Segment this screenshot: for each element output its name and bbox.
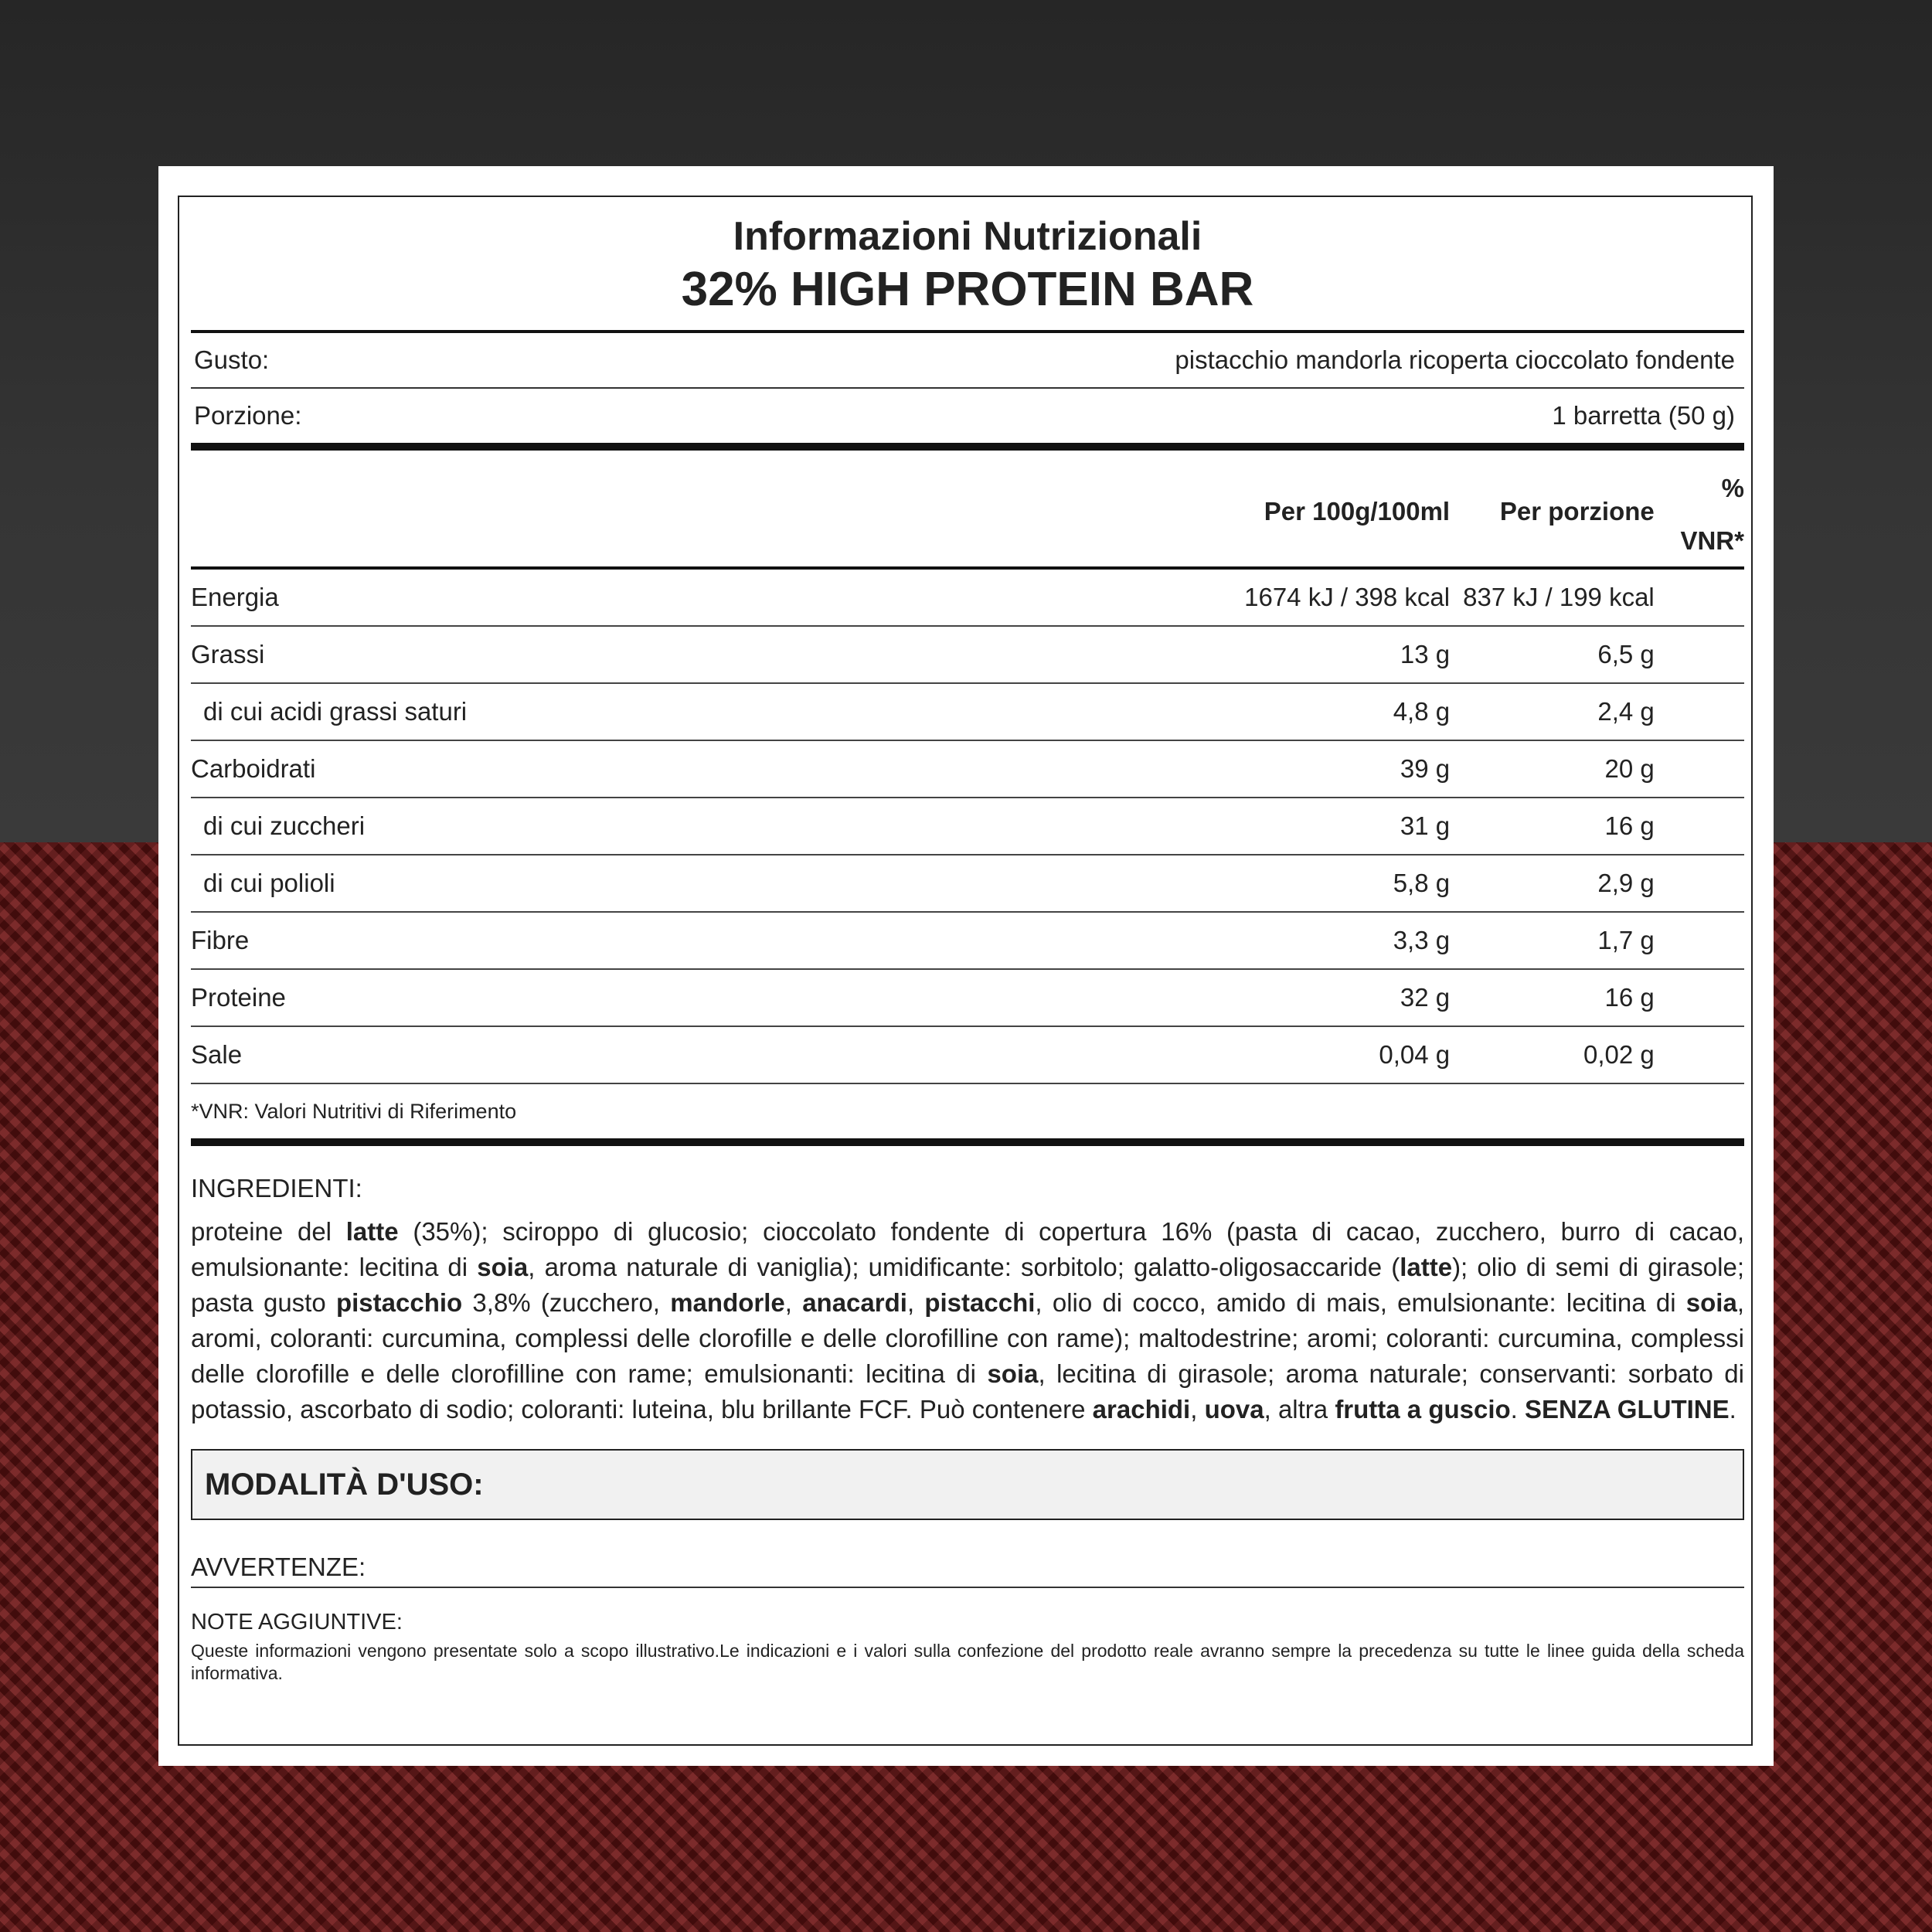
notes-label: NOTE AGGIUNTIVE: (191, 1610, 403, 1634)
table-row (191, 970, 1744, 1027)
nutrient-label: di cui polioli (203, 869, 335, 897)
ingredients-label: INGREDIENTI: (191, 1174, 362, 1202)
ingredient-text: , (1190, 1395, 1205, 1423)
ingredient-allergen: latte (345, 1217, 399, 1246)
ingredient-text: , altra (1264, 1395, 1335, 1423)
ingredient-allergen: pistacchi (924, 1288, 1036, 1317)
nutrient-label: Fibre (191, 926, 250, 954)
ingredient-text: , (906, 1288, 925, 1317)
ingredient-text: proteine del (191, 1217, 346, 1246)
value-per-100: 39 g (1400, 754, 1451, 783)
header-per-portion: Per porzione (1499, 497, 1655, 526)
value-per-portion: 2,9 g (1597, 869, 1655, 897)
ingredient-allergen: anacardi (802, 1288, 907, 1317)
serving-label: Porzione: (194, 401, 302, 430)
table-row (191, 798, 1744, 855)
table-row (191, 566, 1744, 627)
flavor-label: Gusto: (194, 345, 270, 374)
ingredient-text: ); olio di semi di girasole; pasta gusto (191, 1253, 1744, 1317)
ingredient-allergen: latte (1400, 1253, 1453, 1281)
nutrient-label: Sale (191, 1040, 243, 1069)
serving-row (191, 389, 1744, 443)
value-per-portion: 6,5 g (1597, 640, 1655, 668)
value-per-100: 13 g (1400, 640, 1451, 668)
ingredient-allergen: soia (477, 1253, 529, 1281)
header-per-100: Per 100g/100ml (1264, 497, 1451, 526)
nutrition-sheet (158, 166, 1774, 1766)
value-per-portion: 20 g (1604, 754, 1655, 783)
ingredient-text: , aromi, coloranti: curcumina, complessi delle clorofille e delle clorofilline con rame); maltodestrine; aromi; coloranti: curcumina, complessi delle clorofille e delle clorofilline con rame; emulsionanti: lecitina di (191, 1288, 1745, 1388)
ingredient-text: , olio di cocco, amido di mais, emulsionante: lecitina di (1035, 1288, 1686, 1317)
nutrient-label: Proteine (191, 983, 286, 1012)
ingredient-text: , lecitina di girasole; aroma naturale; conservanti: sorbato di potassio, ascorbato di sodio; coloranti: luteina, blu brillante FCF. Può contenere (191, 1359, 1744, 1423)
nutrient-label: Energia (191, 583, 279, 611)
header-vnr-percent: % (1721, 474, 1744, 502)
header-vnr: VNR* (1680, 526, 1744, 555)
nutrition-frame (178, 196, 1753, 1746)
value-per-100: 0,04 g (1379, 1040, 1451, 1069)
nutrient-label: Grassi (191, 640, 265, 668)
table-row (191, 913, 1744, 970)
divider-heavy (191, 1138, 1744, 1146)
table-row (191, 1027, 1744, 1084)
value-per-portion: 0,02 g (1583, 1040, 1655, 1069)
warnings-label: AVVERTENZE: (191, 1548, 1744, 1588)
value-per-100: 32 g (1400, 983, 1451, 1012)
nutrition-rows (191, 566, 1744, 1084)
value-per-portion: 16 g (1604, 811, 1655, 840)
ingredient-allergen: soia (1685, 1288, 1737, 1317)
serving-value: 1 barretta (50 g) (1552, 401, 1735, 430)
nutrition-content (191, 197, 1744, 1685)
ingredient-allergen: mandorle (670, 1288, 785, 1317)
value-per-100: 5,8 g (1393, 869, 1451, 897)
sheet-title: Informazioni Nutrizionali (733, 214, 1202, 259)
table-row (191, 684, 1744, 741)
value-per-100: 1674 kJ / 398 kcal (1244, 583, 1451, 611)
flavor-value: pistacchio mandorla ricoperta cioccolato fondente (1175, 345, 1735, 374)
value-per-100: 3,3 g (1393, 926, 1451, 954)
vnr-footnote: *VNR: Valori Nutritivi di Riferimento (191, 1100, 517, 1123)
ingredient-text: . (1510, 1395, 1526, 1423)
ingredient-allergen: arachidi (1092, 1395, 1191, 1423)
value-per-portion: 1,7 g (1597, 926, 1655, 954)
ingredient-allergen: frutta a guscio (1335, 1395, 1511, 1423)
ingredients-text (191, 1214, 1744, 1427)
table-row (191, 627, 1744, 684)
nutrient-label: di cui acidi grassi saturi (203, 697, 468, 726)
value-per-portion: 16 g (1604, 983, 1655, 1012)
ingredient-text: , (784, 1288, 803, 1317)
usage-box (191, 1449, 1744, 1520)
ingredient-allergen: uova (1204, 1395, 1264, 1423)
value-per-portion: 2,4 g (1597, 697, 1655, 726)
nutrient-label: Carboidrati (191, 754, 316, 783)
ingredient-text: (35%); sciroppo di glucosio; cioccolato fondente di copertura 16% (pasta di cacao, zucchero, burro di cacao, emulsionante: lecitina di (191, 1217, 1745, 1281)
table-row (191, 855, 1744, 913)
ingredient-allergen: soia (987, 1359, 1039, 1388)
table-header (191, 451, 1744, 566)
value-per-100: 4,8 g (1393, 697, 1451, 726)
divider-heavy (191, 443, 1744, 451)
ingredient-allergen: pistacchio (335, 1288, 463, 1317)
table-row (191, 741, 1744, 798)
ingredient-text: , aroma naturale di vaniglia); umidificante: sorbitolo; galatto-oligosaccaride ( (528, 1253, 1400, 1281)
notes-text: Queste informazioni vengono presentate solo a scopo illustrativo.Le indicazioni e i valori sulla confezione del prodotto reale avranno sempre la precedenza su tutte le linee guida della scheda informativa. (191, 1641, 1744, 1683)
product-name: 32% HIGH PROTEIN BAR (681, 263, 1254, 316)
ingredient-text: 3,8% (zucchero, (462, 1288, 671, 1317)
nutrient-label: di cui zuccheri (203, 811, 366, 840)
value-per-portion: 837 kJ / 199 kcal (1463, 583, 1655, 611)
flavor-row (191, 333, 1744, 387)
ingredient-allergen: SENZA GLUTINE (1525, 1395, 1730, 1423)
usage-label: MODALITÀ D'USO: (205, 1468, 484, 1502)
ingredient-text: . (1729, 1395, 1736, 1423)
value-per-100: 31 g (1400, 811, 1451, 840)
